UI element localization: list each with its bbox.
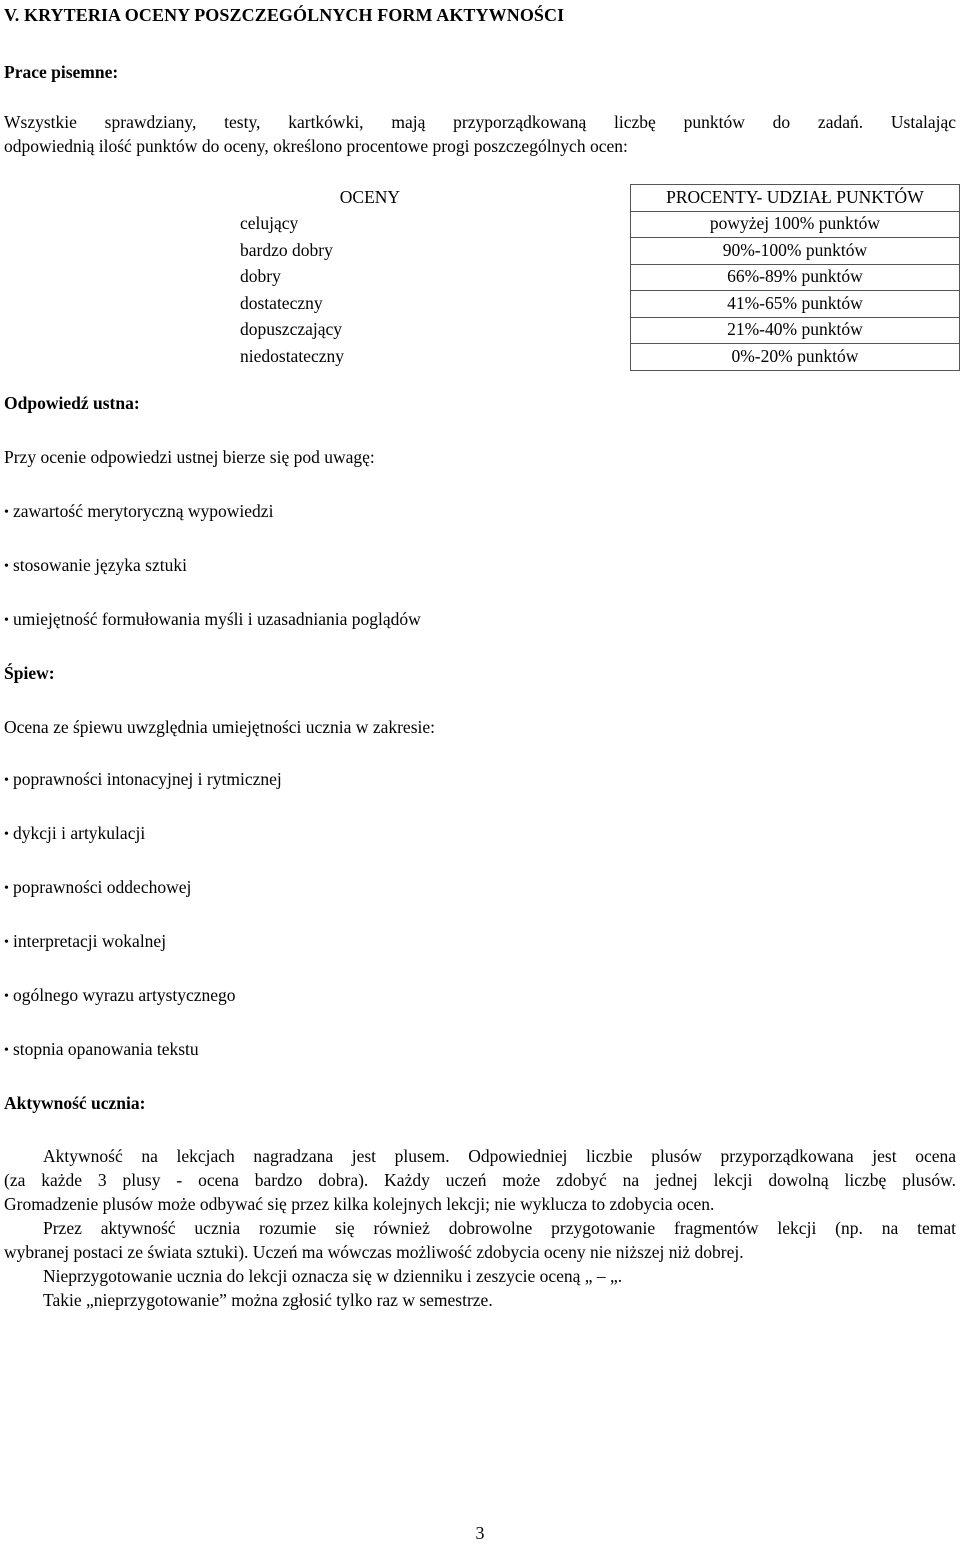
grades-table: [240, 184, 960, 371]
grade-percent: powyżej 100% punktów: [630, 211, 959, 238]
page-number: 3: [475, 1523, 485, 1543]
activity-para4: Takie „nieprzygotowanie” można zgłosić tylko raz w semestrze.: [43, 1290, 493, 1310]
bullet-icon: •: [4, 613, 9, 628]
grades-table-header: [240, 185, 960, 212]
activity-para1-line1: Aktywność na lekcjach nagradzana jest plusem. Odpowiedniej liczbie plusów przyporządkowana jest ocena: [43, 1146, 956, 1166]
activity-para2-line2: wybranej postaci ze świata sztuki). Uczeń ma wówczas możliwość zdobycia oceny nie niższej niż dobrej.: [4, 1242, 744, 1262]
section-title: V. KRYTERIA OCENY POSZCZEGÓLNYCH FORM AKTYWNOŚCI: [4, 5, 565, 25]
grade-percent: 21%-40% punktów: [630, 317, 959, 344]
table-row: [240, 317, 960, 344]
activity-para1-line2: (za każde 3 plusy - ocena bardzo dobra). Każdy uczeń może zdobyć na jednej lekcji dowolną liczbę plusów.: [4, 1170, 956, 1190]
grade-percent: 41%-65% punktów: [630, 291, 959, 318]
oral-answer-heading: Odpowiedź ustna:: [4, 393, 140, 413]
list-item: • poprawności oddechowej: [4, 877, 192, 897]
list-item: • dykcji i artykulacji: [4, 823, 146, 843]
singing-heading: Śpiew:: [4, 663, 55, 683]
grade-percent: 0%-20% punktów: [630, 344, 959, 371]
activity-para1-line3: Gromadzenie plusów może odbywać się przez kilka kolejnych lekcji; nie wyklucza to zdobycia ocen.: [4, 1194, 715, 1214]
header-percent: PROCENTY- UDZIAŁ PUNKTÓW: [630, 185, 959, 212]
grade-name: niedostateczny: [240, 345, 344, 366]
bullet-icon: •: [4, 989, 9, 1004]
grade-percent: 90%-100% punktów: [630, 238, 959, 265]
table-row: [240, 264, 960, 291]
grade-name: celujący: [240, 213, 299, 234]
grade-percent: 66%-89% punktów: [630, 264, 959, 291]
grade-name: dostateczny: [240, 292, 323, 313]
table-row: [240, 211, 960, 238]
header-grade: OCENY: [339, 186, 401, 207]
activity-heading: Aktywność ucznia:: [4, 1093, 146, 1113]
bullet-icon: •: [4, 881, 9, 896]
list-item: • interpretacji wokalnej: [4, 931, 167, 951]
grade-name: dobry: [240, 266, 281, 287]
written-work-text-line2: odpowiednią ilość punktów do oceny, określono procentowe progi poszczególnych ocen:: [4, 136, 628, 156]
bullet-icon: •: [4, 827, 9, 842]
list-item: • zawartość merytoryczną wypowiedzi: [4, 501, 274, 521]
list-item: • stosowanie języka sztuki: [4, 555, 187, 575]
table-row: [240, 291, 960, 318]
bullet-icon: •: [4, 505, 9, 520]
list-item: • umiejętność formułowania myśli i uzasadniania poglądów: [4, 609, 421, 629]
singing-intro: Ocena ze śpiewu uwzględnia umiejętności ucznia w zakresie:: [4, 717, 435, 737]
written-work-text-line1: Wszystkie sprawdziany, testy, kartkówki, mają przyporządkowaną liczbę punktów do zadań. Ustalając: [4, 112, 956, 132]
bullet-icon: •: [4, 935, 9, 950]
bullet-icon: •: [4, 773, 9, 788]
list-item: • ogólnego wyrazu artystycznego: [4, 985, 236, 1005]
list-item: • stopnia opanowania tekstu: [4, 1039, 199, 1059]
list-item: • poprawności intonacyjnej i rytmicznej: [4, 769, 282, 789]
written-work-heading: Prace pisemne:: [4, 62, 119, 82]
table-row: [240, 344, 960, 371]
activity-para2-line1: Przez aktywność ucznia rozumie się również dobrowolne przygotowanie fragmentów lekcji (np. na temat: [43, 1218, 956, 1238]
bullet-icon: •: [4, 559, 9, 574]
table-row: [240, 238, 960, 265]
oral-answer-intro: Przy ocenie odpowiedzi ustnej bierze się pod uwagę:: [4, 447, 375, 467]
bullet-icon: •: [4, 1043, 9, 1058]
grade-name: bardzo dobry: [240, 239, 333, 260]
activity-para3: Nieprzygotowanie ucznia do lekcji oznacza się w dzienniku i zeszycie oceną „ – „.: [43, 1266, 623, 1286]
grade-name: dopuszczający: [240, 319, 343, 340]
